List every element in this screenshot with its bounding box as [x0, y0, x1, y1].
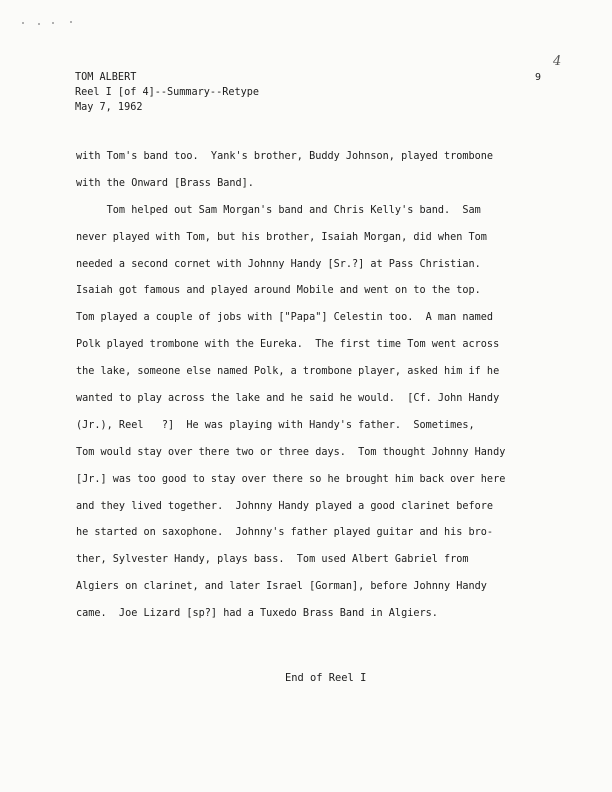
body-line: (Jr.), Reel ?] He was playing with Handy's father. Sometimes,	[76, 419, 475, 431]
body-line: with Tom's band too. Yank's brother, Buddy Johnson, played trombone	[76, 151, 494, 162]
body-line: Isaiah got famous and played around Mobile and went on to the top.	[76, 285, 481, 297]
body-line: Tom helped out Sam Morgan's band and Chris Kelly's band. Sam	[76, 204, 481, 216]
body-line: Tom played a couple of jobs with ["Papa"] Celestin too. A man named	[76, 312, 494, 324]
scan-speck	[70, 21, 72, 23]
body-line: never played with Tom, but his brother, Isaiah Morgan, did when Tom	[76, 231, 487, 243]
body-line: [Jr.] was too good to stay over there so he brought him back over here	[76, 473, 506, 485]
body-line: and they lived together. Johnny Handy played a good clarinet before	[76, 500, 494, 512]
body-line: needed a second cornet with Johnny Handy [Sr.?] at Pass Christian.	[76, 258, 481, 270]
summary-body	[76, 150, 576, 634]
body-line: came. Joe Lizard [sp?] had a Tuxedo Brass Band in Algiers.	[76, 608, 438, 620]
reel-info: Reel I [of 4]--Summary--Retype	[75, 87, 260, 98]
interviewee-name: TOM ALBERT	[75, 72, 137, 83]
body-line: with the Onward [Brass Band].	[76, 177, 254, 189]
page-number: 9	[535, 72, 542, 83]
body-line: he started on saxophone. Johnny's father played guitar and his bro-	[76, 527, 494, 539]
document-header	[75, 70, 259, 115]
interview-date: May 7, 1962	[75, 102, 143, 113]
end-of-reel: End of Reel I	[285, 672, 367, 684]
body-line: ther, Sylvester Handy, plays bass. Tom used Albert Gabriel from	[76, 554, 469, 566]
body-line: Algiers on clarinet, and later Israel [Gorman], before Johnny Handy	[76, 581, 487, 593]
scan-speck	[22, 22, 24, 24]
body-line: the lake, someone else named Polk, a trombone player, asked him if he	[76, 366, 500, 378]
scan-speck	[38, 23, 40, 25]
body-line: wanted to play across the lake and he said he would. [Cf. John Handy	[76, 393, 500, 405]
body-line: Polk played trombone with the Eureka. The first time Tom went across	[76, 339, 500, 351]
scan-speck	[52, 22, 54, 24]
handwritten-page-number: 4	[553, 54, 562, 69]
body-line: Tom would stay over there two or three days. Tom thought Johnny Handy	[76, 446, 506, 458]
